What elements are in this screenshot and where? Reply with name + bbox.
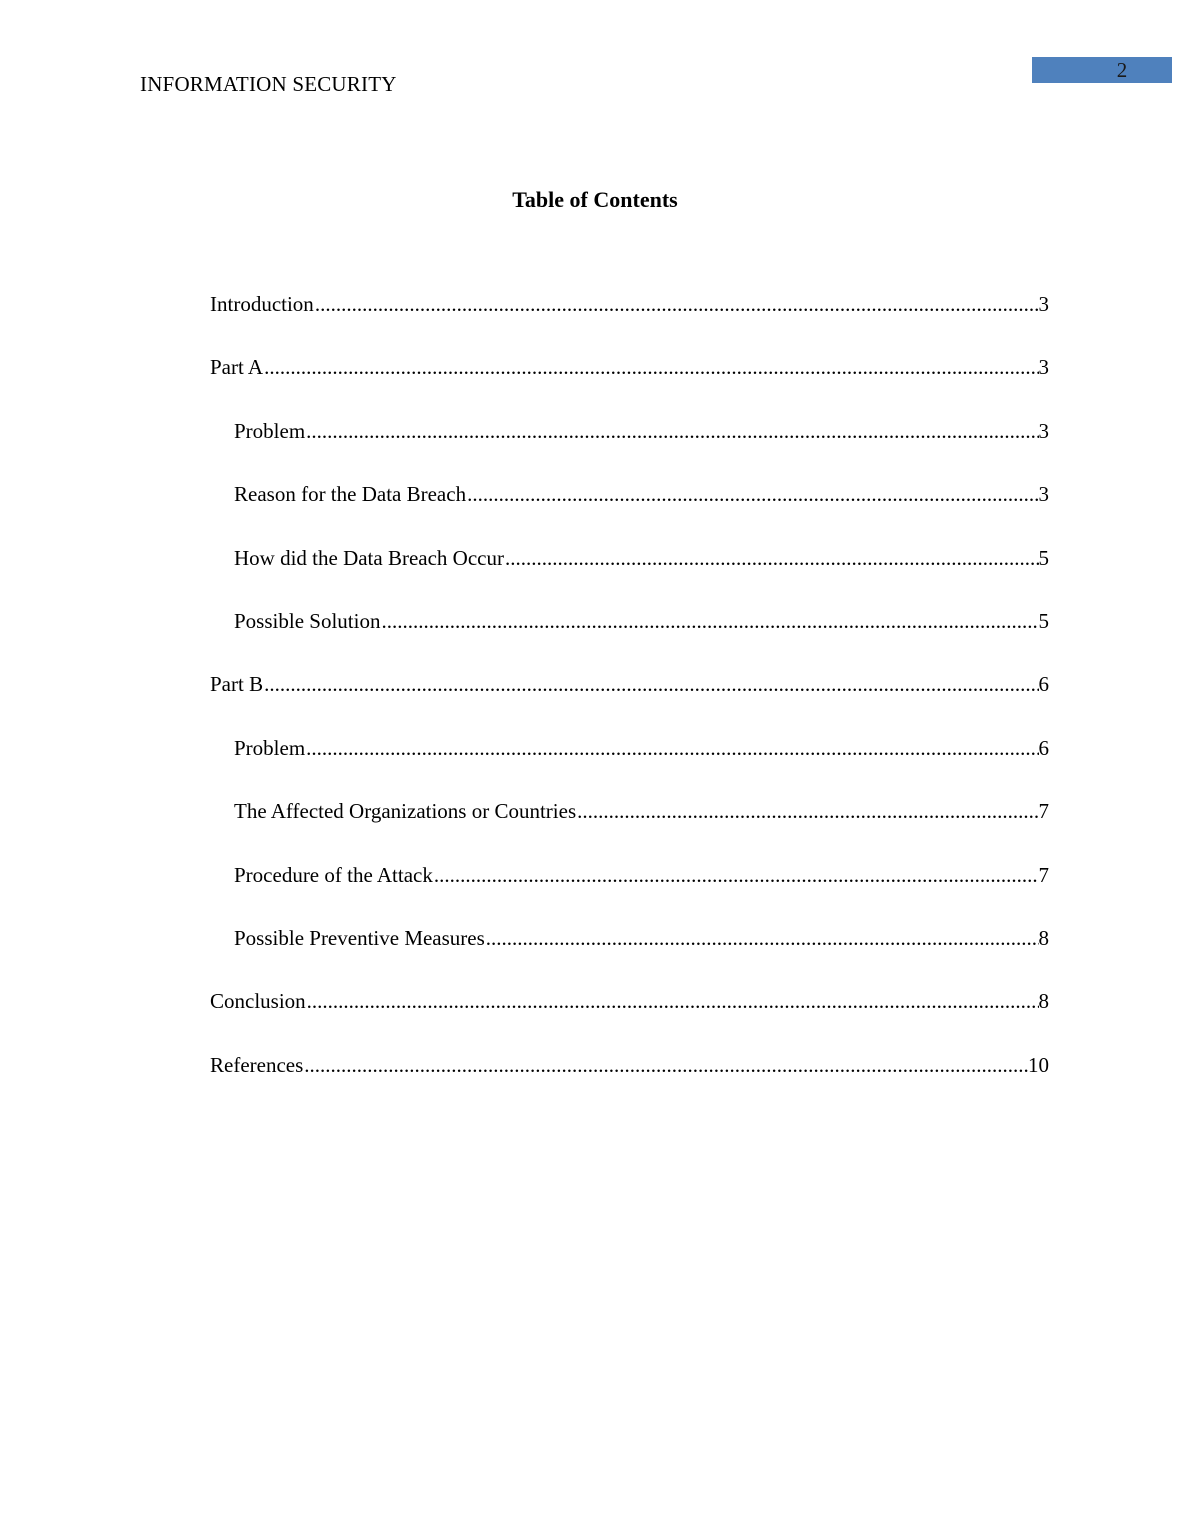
dot-leader: [486, 924, 1039, 952]
toc-entry-page: 8: [1038, 989, 1049, 1014]
toc-entry-label: References: [210, 1052, 304, 1077]
toc-entry-page: 7: [1038, 862, 1049, 887]
dot-leader: [307, 987, 1039, 1015]
toc-entry-part-a-problem[interactable]: [210, 417, 1049, 480]
toc-entry-preventive-measures[interactable]: [210, 924, 1049, 987]
page-number: 2: [1116, 58, 1128, 82]
toc-entry-page: 10: [1028, 1052, 1049, 1077]
toc-entry-label: Possible Solution: [234, 608, 381, 633]
toc-entry-page: 6: [1038, 735, 1049, 760]
toc-entry-how-breach-occurred[interactable]: [210, 544, 1049, 607]
toc-entry-introduction[interactable]: [210, 290, 1049, 353]
dot-leader: [264, 353, 1038, 381]
toc-entry-label: How did the Data Breach Occur: [234, 545, 504, 570]
toc-entry-page: 3: [1038, 418, 1049, 443]
toc-entry-label: Conclusion: [210, 989, 306, 1014]
toc-title: Table of Contents: [512, 187, 678, 212]
toc-entry-page: 8: [1038, 925, 1049, 950]
toc-entry-page: 5: [1038, 545, 1049, 570]
toc-entry-reason-for-data-breach[interactable]: [210, 480, 1049, 543]
dot-leader: [434, 861, 1039, 889]
toc-entry-part-b[interactable]: [210, 670, 1049, 733]
toc-entry-label: The Affected Organizations or Countries: [234, 799, 577, 824]
table-of-contents: [210, 290, 1049, 1114]
toc-entry-label: Problem: [234, 418, 306, 443]
toc-entry-affected-organizations[interactable]: [210, 797, 1049, 860]
toc-entry-page: 7: [1038, 799, 1049, 824]
page-number-badge: [1032, 57, 1172, 83]
toc-entry-page: 3: [1038, 292, 1049, 316]
toc-entry-page: 6: [1038, 672, 1049, 697]
dot-leader: [577, 797, 1038, 825]
toc-entry-page: 5: [1038, 608, 1049, 633]
dot-leader: [306, 417, 1038, 445]
dot-leader: [505, 544, 1039, 572]
toc-entry-references[interactable]: [210, 1051, 1049, 1114]
toc-entry-label: Reason for the Data Breach: [234, 482, 467, 507]
toc-entry-label: Part B: [210, 672, 264, 697]
toc-entry-label: Problem: [234, 735, 306, 760]
toc-entry-page: 3: [1038, 482, 1049, 507]
dot-leader: [264, 670, 1038, 698]
toc-entry-possible-solution[interactable]: [210, 607, 1049, 670]
toc-entry-label: Part A: [210, 355, 264, 380]
running-head: INFORMATION SECURITY: [140, 72, 397, 96]
toc-entry-label: Procedure of the Attack: [234, 862, 433, 887]
toc-entry-label: Possible Preventive Measures: [234, 925, 485, 950]
toc-entry-label: Introduction: [210, 292, 314, 316]
dot-leader: [306, 734, 1038, 762]
toc-entry-part-a[interactable]: [210, 353, 1049, 416]
dot-leader: [315, 290, 1039, 318]
toc-entry-procedure-of-attack[interactable]: [210, 861, 1049, 924]
toc-entry-part-b-problem[interactable]: [210, 734, 1049, 797]
dot-leader: [304, 1051, 1028, 1079]
dot-leader: [467, 480, 1038, 508]
toc-entry-page: 3: [1038, 355, 1049, 380]
toc-entry-conclusion[interactable]: [210, 987, 1049, 1050]
dot-leader: [381, 607, 1038, 635]
